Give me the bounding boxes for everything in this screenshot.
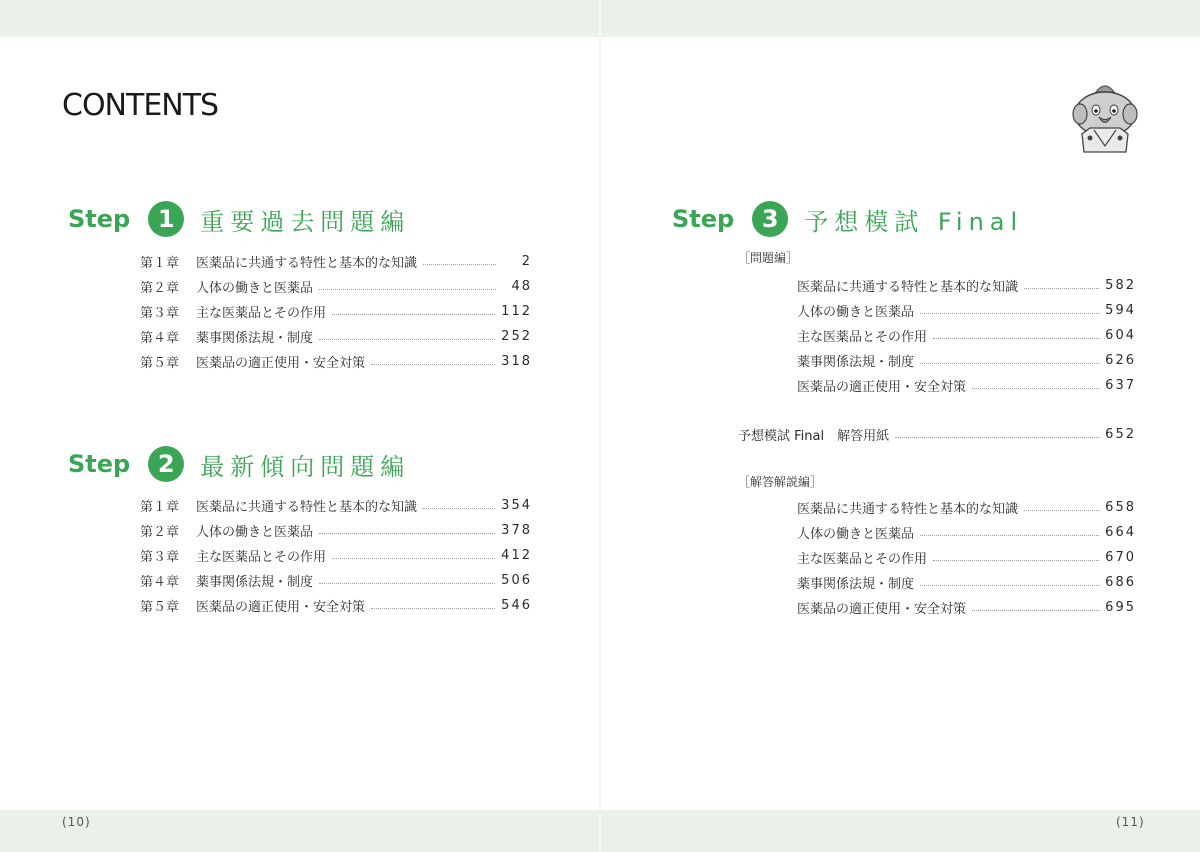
toc-entry[interactable] bbox=[140, 351, 532, 371]
page-number: 354 bbox=[501, 497, 532, 513]
step3-header bbox=[672, 199, 1023, 239]
leader-dots bbox=[319, 289, 496, 290]
step1-word: Step bbox=[68, 205, 131, 233]
chapter-number: 第５章 bbox=[140, 355, 180, 371]
step2-title: 最新傾向問題編 bbox=[200, 452, 411, 481]
entry-title: 医薬品の適正使用・安全対策 bbox=[196, 355, 366, 371]
toc-entry[interactable] bbox=[140, 520, 532, 540]
leader-dots bbox=[1024, 510, 1099, 511]
entry-title: 医薬品の適正使用・安全対策 bbox=[196, 599, 366, 615]
toc-entry[interactable] bbox=[797, 522, 1136, 542]
leader-dots bbox=[371, 608, 495, 609]
leader-dots bbox=[895, 437, 1099, 438]
answer-sheet-label: 予想模試 Final 解答用紙 bbox=[738, 428, 890, 444]
toc-entry[interactable] bbox=[140, 276, 532, 296]
leader-dots bbox=[319, 583, 495, 584]
page-number: 637 bbox=[1105, 377, 1136, 393]
entry-title: 主な医薬品とその作用 bbox=[196, 305, 327, 321]
toc-entry[interactable] bbox=[797, 597, 1136, 617]
toc-entry[interactable] bbox=[797, 350, 1136, 370]
toc-entry[interactable] bbox=[797, 300, 1136, 320]
chapter-number: 第２章 bbox=[140, 280, 180, 296]
leader-dots bbox=[371, 364, 495, 365]
toc-entry[interactable] bbox=[140, 570, 532, 590]
leader-dots bbox=[423, 508, 495, 509]
mascot-icon bbox=[1066, 78, 1144, 156]
entry-title: 人体の働きと医薬品 bbox=[196, 280, 314, 296]
leader-dots bbox=[319, 339, 495, 340]
page-number: 658 bbox=[1105, 499, 1136, 515]
toc-entry[interactable] bbox=[797, 572, 1136, 592]
entry-title: 薬事関係法規・制度 bbox=[196, 574, 314, 590]
leader-dots bbox=[920, 363, 1099, 364]
step1-number-badge: 1 bbox=[148, 201, 184, 237]
step3-word: Step bbox=[672, 205, 735, 233]
chapter-number: 第３章 bbox=[140, 549, 180, 565]
chapter-number: 第５章 bbox=[140, 599, 180, 615]
step3-title: 予想模試 Final bbox=[804, 207, 1024, 236]
explanations-heading: ［解答解説編］ bbox=[738, 475, 823, 489]
toc-entry[interactable] bbox=[797, 375, 1136, 395]
page-number: 506 bbox=[501, 572, 532, 588]
toc-entry[interactable] bbox=[140, 251, 532, 271]
page-title: CONTENTS bbox=[62, 88, 219, 123]
toc-entry[interactable] bbox=[797, 497, 1136, 517]
page-number: 686 bbox=[1105, 574, 1136, 590]
page-number: 412 bbox=[501, 547, 532, 563]
leader-dots bbox=[920, 535, 1099, 536]
leader-dots bbox=[972, 610, 1099, 611]
step1-header bbox=[68, 199, 410, 239]
page-gutter bbox=[599, 0, 601, 852]
leader-dots bbox=[972, 388, 1099, 389]
step2-word: Step bbox=[68, 450, 131, 478]
page-number: 670 bbox=[1105, 549, 1136, 565]
right-page-number: (11) bbox=[1116, 815, 1145, 829]
entry-title: 医薬品に共通する特性と基本的な知識 bbox=[196, 499, 418, 515]
answer-sheet-page: 652 bbox=[1105, 426, 1136, 442]
page-number: 318 bbox=[501, 353, 532, 369]
chapter-number: 第１章 bbox=[140, 255, 180, 271]
toc-entry[interactable] bbox=[797, 275, 1136, 295]
questions-heading: ［問題編］ bbox=[738, 251, 799, 265]
left-page-number: (10) bbox=[62, 815, 91, 829]
leader-dots bbox=[933, 338, 1099, 339]
page-number: 2 bbox=[521, 253, 532, 269]
leader-dots bbox=[319, 533, 495, 534]
entry-title: 薬事関係法規・制度 bbox=[196, 330, 314, 346]
leader-dots bbox=[920, 313, 1099, 314]
page-number: 546 bbox=[501, 597, 532, 613]
page-number: 48 bbox=[511, 278, 532, 294]
step2-header bbox=[68, 444, 410, 484]
entry-title: 医薬品の適正使用・安全対策 bbox=[797, 379, 967, 395]
toc-entry[interactable] bbox=[797, 325, 1136, 345]
page-number: 626 bbox=[1105, 352, 1136, 368]
entry-title: 薬事関係法規・制度 bbox=[797, 354, 915, 370]
page-number: 112 bbox=[501, 303, 532, 319]
entry-title: 薬事関係法規・制度 bbox=[797, 576, 915, 592]
chapter-number: 第１章 bbox=[140, 499, 180, 515]
leader-dots bbox=[332, 558, 495, 559]
page-number: 582 bbox=[1105, 277, 1136, 293]
chapter-number: 第４章 bbox=[140, 330, 180, 346]
entry-title: 主な医薬品とその作用 bbox=[797, 551, 928, 567]
toc-entry[interactable] bbox=[140, 301, 532, 321]
entry-title: 人体の働きと医薬品 bbox=[797, 526, 915, 542]
leader-dots bbox=[920, 585, 1099, 586]
chapter-number: 第２章 bbox=[140, 524, 180, 540]
entry-title: 医薬品に共通する特性と基本的な知識 bbox=[797, 279, 1019, 295]
leader-dots bbox=[1024, 288, 1099, 289]
answer-sheet-row[interactable] bbox=[738, 424, 1136, 444]
entry-title: 人体の働きと医薬品 bbox=[797, 304, 915, 320]
page-number: 664 bbox=[1105, 524, 1136, 540]
entry-title: 医薬品の適正使用・安全対策 bbox=[797, 601, 967, 617]
step2-number-badge: 2 bbox=[148, 446, 184, 482]
page-number: 594 bbox=[1105, 302, 1136, 318]
leader-dots bbox=[332, 314, 495, 315]
entry-title: 医薬品に共通する特性と基本的な知識 bbox=[196, 255, 418, 271]
entry-title: 主な医薬品とその作用 bbox=[797, 329, 928, 345]
page-number: 378 bbox=[501, 522, 532, 538]
step3-number-badge: 3 bbox=[752, 201, 788, 237]
toc-entry[interactable] bbox=[140, 595, 532, 615]
page-number: 252 bbox=[501, 328, 532, 344]
entry-title: 医薬品に共通する特性と基本的な知識 bbox=[797, 501, 1019, 517]
chapter-number: 第４章 bbox=[140, 574, 180, 590]
entry-title: 主な医薬品とその作用 bbox=[196, 549, 327, 565]
toc-entry[interactable] bbox=[140, 545, 532, 565]
toc-entry[interactable] bbox=[140, 495, 532, 515]
chapter-number: 第３章 bbox=[140, 305, 180, 321]
page-number: 695 bbox=[1105, 599, 1136, 615]
leader-dots bbox=[933, 560, 1099, 561]
toc-entry[interactable] bbox=[797, 547, 1136, 567]
step1-title: 重要過去問題編 bbox=[200, 207, 411, 236]
toc-entry[interactable] bbox=[140, 326, 532, 346]
entry-title: 人体の働きと医薬品 bbox=[196, 524, 314, 540]
leader-dots bbox=[423, 264, 496, 265]
page-number: 604 bbox=[1105, 327, 1136, 343]
